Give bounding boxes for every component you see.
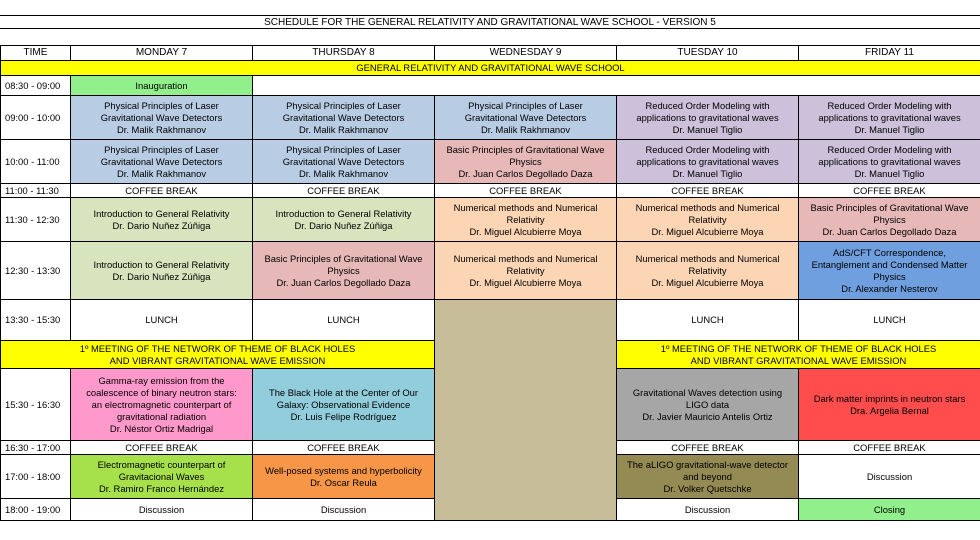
session-text: Reduced Order Modeling with <box>645 99 770 111</box>
session-text: Physics <box>873 270 906 282</box>
session-cell <box>435 140 617 184</box>
section-text: 1º MEETING OF THE NETWORK OF THEME OF BLACK HOLES <box>660 342 937 354</box>
session-cell <box>799 140 980 184</box>
header-time: TIME <box>1 46 71 61</box>
time-cell: 13:30 - 15:30 <box>1 300 71 341</box>
coffee-break-cell: COFFEE BREAK <box>71 441 253 455</box>
session-cell <box>799 369 980 441</box>
session-text: Introduction to General Relativity <box>275 207 412 219</box>
speaker-text: Dr. Miguel Alcubierre Moya <box>469 276 582 288</box>
session-cell <box>617 140 799 184</box>
header-tuesday: TUESDAY 10 <box>617 46 799 61</box>
session-text: Basic Principles of Gravitational Wave <box>264 252 423 264</box>
session-text: Gravitational Wave Detectors <box>282 155 405 167</box>
session-text: Physical Principles of Laser <box>104 143 219 155</box>
session-text: Gravitational Wave Detectors <box>100 155 223 167</box>
session-text: Physics <box>873 213 906 225</box>
session-text: Physical Principles of Laser <box>286 143 401 155</box>
session-text: Gravitational Wave Detectors <box>464 111 587 123</box>
session-text: applications to gravitational waves <box>636 111 779 123</box>
lunch-cell: LUNCH <box>799 300 980 341</box>
speaker-text: Dr. Manuel Tiglio <box>672 167 743 179</box>
session-text: Gravitational Wave Detectors <box>100 111 223 123</box>
coffee-break-cell: COFFEE BREAK <box>71 184 253 198</box>
speaker-text: Dr. Miguel Alcubierre Moya <box>651 276 764 288</box>
speaker-text: Dr. Dario Nuñez Zúñiga <box>112 219 211 231</box>
coffee-break-cell: COFFEE BREAK <box>253 184 435 198</box>
session-text: Electromagnetic counterpart of <box>97 458 226 470</box>
session-cell <box>617 455 799 499</box>
speaker-text: Dr. Malik Rakhmanov <box>298 123 389 135</box>
discussion-cell: Discussion <box>617 499 799 521</box>
speaker-text: Dr. Malik Rakhmanov <box>480 123 571 135</box>
speaker-text: Dr. Manuel Tiglio <box>672 123 743 135</box>
session-cell <box>435 198 617 242</box>
time-cell: 10:00 - 11:00 <box>1 140 71 184</box>
coffee-break-cell: COFFEE BREAK <box>799 441 980 455</box>
speaker-text: Dr. Dario Nuñez Zúñiga <box>112 270 211 282</box>
session-text: Relativity <box>506 264 545 276</box>
session-text: Gravitational Wave Detectors <box>282 111 405 123</box>
session-text: Numerical methods and Numerical <box>635 201 780 213</box>
session-cell <box>799 96 980 140</box>
coffee-break-cell: COFFEE BREAK <box>799 184 980 198</box>
coffee-break-cell: COFFEE BREAK <box>435 184 617 198</box>
session-cell <box>435 96 617 140</box>
header-wednesday: WEDNESDAY 9 <box>435 46 617 61</box>
coffee-break-cell: COFFEE BREAK <box>253 441 435 455</box>
section-text: 1º MEETING OF THE NETWORK OF THEME OF BLACK HOLES <box>79 342 356 354</box>
row-1000 <box>1 140 980 184</box>
session-cell <box>799 242 980 300</box>
session-cell <box>71 76 253 96</box>
speaker-text: Dr. Ramiro Franco Hernández <box>98 482 225 494</box>
session-cell <box>253 198 435 242</box>
session-cell <box>71 140 253 184</box>
tour-cell <box>435 300 617 521</box>
session-text: Numerical methods and Numerical <box>453 252 598 264</box>
session-cell <box>71 96 253 140</box>
session-cell <box>617 369 799 441</box>
row-1100 <box>1 184 980 198</box>
session-cell <box>71 369 253 441</box>
lunch-cell: LUNCH <box>71 300 253 341</box>
time-cell: 11:00 - 11:30 <box>1 184 71 198</box>
coffee-break-cell: COFFEE BREAK <box>617 184 799 198</box>
speaker-text: Dr. Alexander Nesterov <box>841 282 938 294</box>
speaker-text: Dr. Néstor Ortiz Madrigal <box>109 422 214 434</box>
time-cell: 08:30 - 09:00 <box>1 76 71 96</box>
header-friday: FRIDAY 11 <box>799 46 980 61</box>
speaker-text: Dr. Luis Felipe Rodríguez <box>290 410 397 422</box>
session-text: and beyond <box>682 470 732 482</box>
discussion-cell: Discussion <box>71 499 253 521</box>
header-row <box>1 46 980 61</box>
session-text: applications to gravitational waves <box>818 155 961 167</box>
session-cell <box>617 198 799 242</box>
session-cell <box>253 369 435 441</box>
section-title-meeting <box>1 341 435 369</box>
speaker-text: Dr. Miguel Alcubierre Moya <box>651 225 764 237</box>
time-cell: 16:30 - 17:00 <box>1 441 71 455</box>
session-text: Dark matter imprints in neutron stars <box>813 392 966 404</box>
speaker-text: Dr. Manuel Tiglio <box>854 123 925 135</box>
session-text: Relativity <box>688 213 727 225</box>
session-text: Numerical methods and Numerical <box>453 201 598 213</box>
time-cell: 15:30 - 16:30 <box>1 369 71 441</box>
header-thursday: THURSDAY 8 <box>253 46 435 61</box>
session-text: Introduction to General Relativity <box>93 258 230 270</box>
time-cell: 18:00 - 19:00 <box>1 499 71 521</box>
session-text: Gamma-ray emission from the <box>98 374 225 386</box>
speaker-text: Dr. Malik Rakhmanov <box>116 123 207 135</box>
session-text: an electromagnetic counterpart of <box>91 398 232 410</box>
section-text: AND VIBRANT GRAVITATIONAL WAVE EMISSION <box>690 354 907 366</box>
session-cell <box>71 242 253 300</box>
session-text: Inauguration <box>135 79 188 91</box>
schedule-table <box>0 45 980 521</box>
row-1330 <box>1 300 980 341</box>
session-text: LIGO data <box>685 398 730 410</box>
discussion-cell: Discussion <box>799 455 980 499</box>
speaker-text: Dr. Volker Quetschke <box>663 482 752 494</box>
speaker-text: Dr. Manuel Tiglio <box>854 167 925 179</box>
speaker-text: Dr. Oscar Reula <box>310 476 377 488</box>
session-cell <box>253 96 435 140</box>
session-text: AdS/CFT Correspondence, <box>833 246 946 258</box>
empty-cell <box>253 76 980 96</box>
session-text: Basic Principles of Gravitational Wave <box>446 143 605 155</box>
coffee-break-cell: COFFEE BREAK <box>617 441 799 455</box>
time-cell: 11:30 - 12:30 <box>1 198 71 242</box>
session-cell <box>253 455 435 499</box>
session-text: Physical Principles of Laser <box>104 99 219 111</box>
session-cell <box>71 198 253 242</box>
session-cell <box>253 140 435 184</box>
session-text: Reduced Order Modeling with <box>645 143 770 155</box>
session-text: coalescence of binary neutron stars: <box>86 386 237 398</box>
session-text: Relativity <box>688 264 727 276</box>
section-text: AND VIBRANT GRAVITATIONAL WAVE EMISSION <box>109 354 326 366</box>
session-text: The Black Hole at the Center of Our <box>268 386 419 398</box>
session-text: Well-posed systems and hyperbolicity <box>265 464 422 476</box>
session-text: Reduced Order Modeling with <box>827 143 952 155</box>
time-cell: 09:00 - 10:00 <box>1 96 71 140</box>
speaker-text: Dra. Argelia Bernal <box>850 404 929 416</box>
row-0900 <box>1 96 980 140</box>
time-cell: 17:00 - 18:00 <box>1 455 71 499</box>
closing-cell: Closing <box>799 499 980 521</box>
time-cell: 12:30 - 13:30 <box>1 242 71 300</box>
session-text: Reduced Order Modeling with <box>827 99 952 111</box>
speaker-text: Dr. Miguel Alcubierre Moya <box>469 225 582 237</box>
speaker-text: Dr. Javier Mauricio Antelis Ortiz <box>642 410 773 422</box>
session-text: Galaxy: Observational Evidence <box>276 398 411 410</box>
discussion-cell: Discussion <box>253 499 435 521</box>
schedule-title: SCHEDULE FOR THE GENERAL RELATIVITY AND GRAVITATIONAL WAVE SCHOOL - VERSION 5 <box>0 15 980 29</box>
session-cell <box>71 455 253 499</box>
session-text: Entanglement and Condensed Matter <box>811 258 968 270</box>
section-title-school: GENERAL RELATIVITY AND GRAVITATIONAL WAVE SCHOOL <box>1 61 980 76</box>
header-monday: MONDAY 7 <box>71 46 253 61</box>
row-0830 <box>1 76 980 96</box>
section-row-school <box>1 61 980 76</box>
session-text: Physics <box>509 155 542 167</box>
session-text: Physical Principles of Laser <box>286 99 401 111</box>
speaker-text: Dr. Malik Rakhmanov <box>116 167 207 179</box>
session-text: Basic Principles of Gravitational Wave <box>810 201 969 213</box>
session-text: Gravitational Waves detection using <box>632 386 783 398</box>
session-text: The aLIGO gravitational-wave detector <box>626 458 789 470</box>
speaker-text: Dr. Juan Carlos Degollado Daza <box>822 225 957 237</box>
session-cell <box>617 242 799 300</box>
lunch-cell: LUNCH <box>617 300 799 341</box>
session-text: Numerical methods and Numerical <box>635 252 780 264</box>
session-text: Relativity <box>506 213 545 225</box>
lunch-cell: LUNCH <box>253 300 435 341</box>
session-cell <box>799 198 980 242</box>
speaker-text: Dr. Malik Rakhmanov <box>298 167 389 179</box>
session-text: applications to gravitational waves <box>636 155 779 167</box>
session-text: Physical Principles of Laser <box>468 99 583 111</box>
session-text: Gravitacional Waves <box>118 470 205 482</box>
speaker-text: Dr. Juan Carlos Degollado Daza <box>276 276 411 288</box>
speaker-text: Dr. Dario Nuñez Zúñiga <box>294 219 393 231</box>
section-title-meeting <box>617 341 980 369</box>
session-text: Introduction to General Relativity <box>93 207 230 219</box>
session-cell <box>435 242 617 300</box>
session-cell <box>253 242 435 300</box>
row-1130 <box>1 198 980 242</box>
speaker-text: Dr. Juan Carlos Degollado Daza <box>458 167 593 179</box>
session-text: gravitational radiation <box>116 410 207 422</box>
session-text: applications to gravitational waves <box>818 111 961 123</box>
session-text: Physics <box>327 264 360 276</box>
session-cell <box>617 96 799 140</box>
row-1230 <box>1 242 980 300</box>
